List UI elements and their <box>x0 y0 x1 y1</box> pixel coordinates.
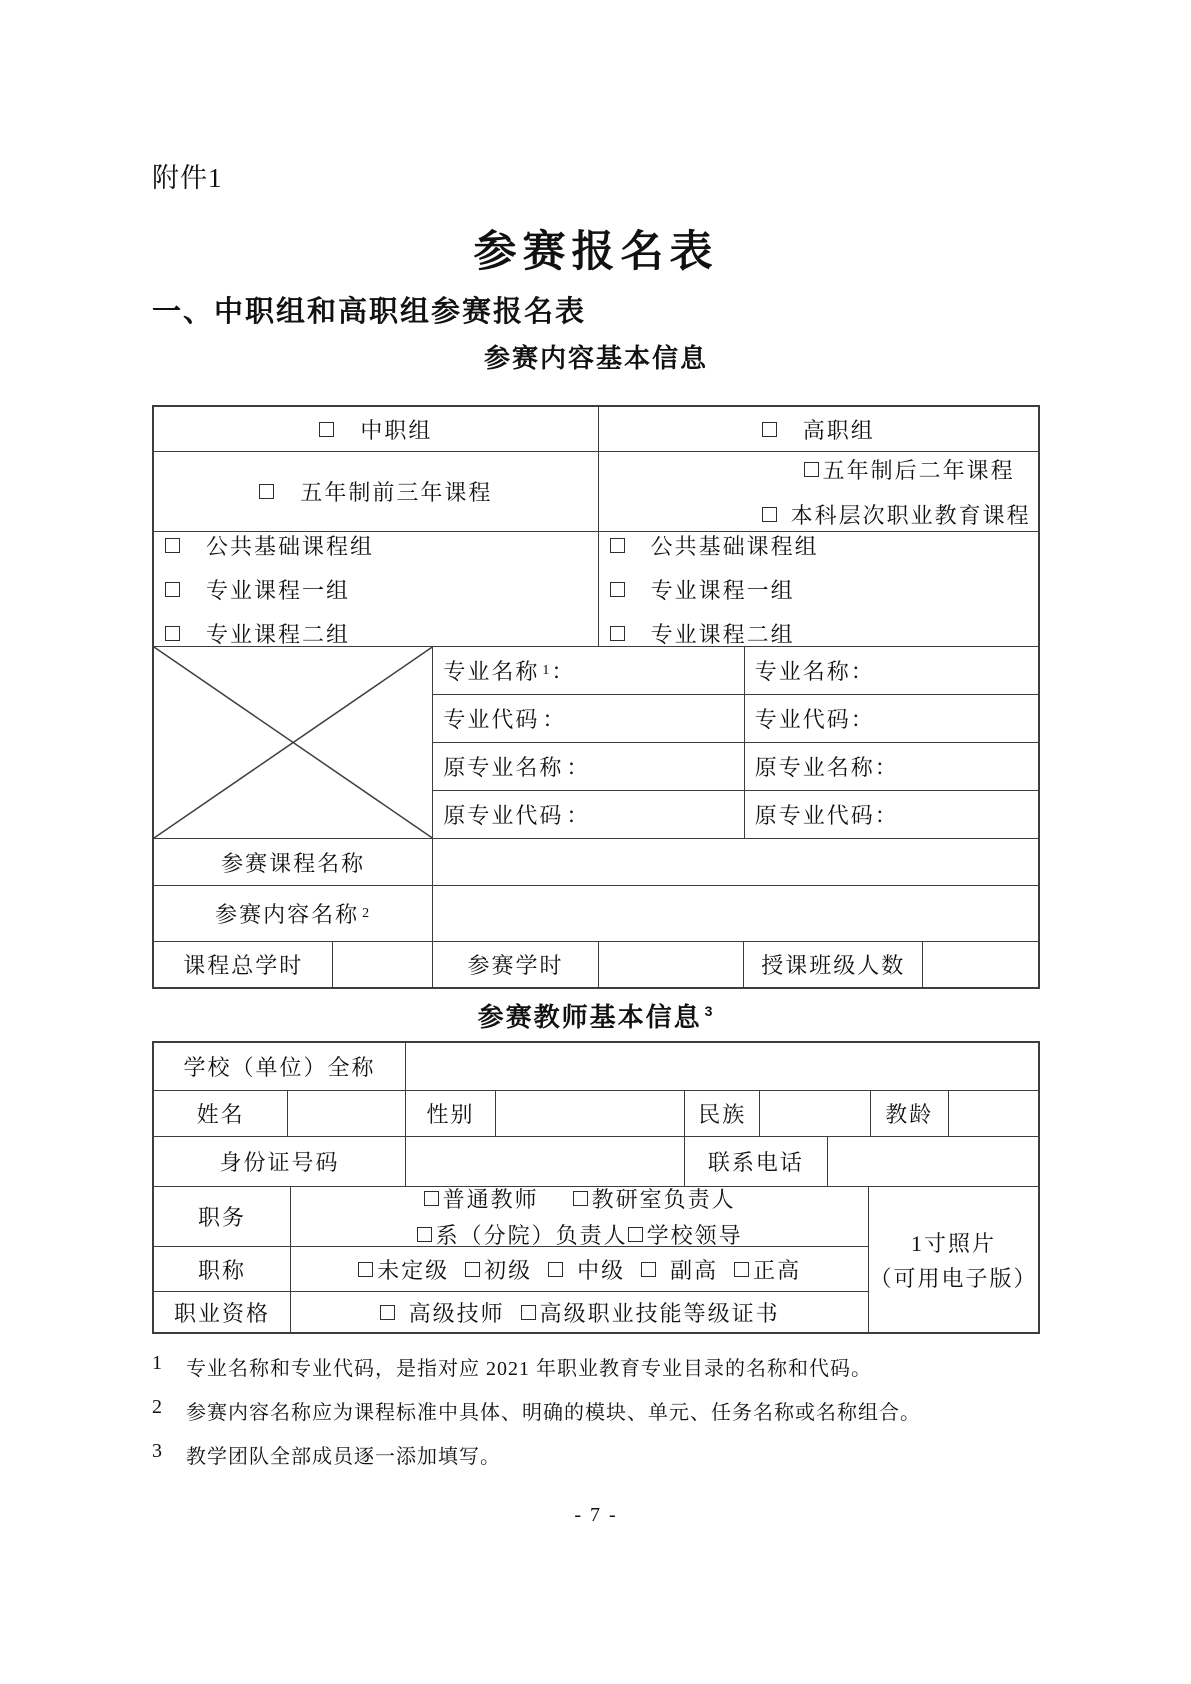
footnote <box>152 1352 1040 1381</box>
ethnicity-label <box>685 1091 760 1136</box>
higher-group-cell <box>599 407 1038 451</box>
phone-input-cell[interactable] <box>828 1137 1038 1186</box>
content-name-row <box>154 886 1038 942</box>
field-label: 参赛课程名称 <box>221 850 366 876</box>
field-colon: ： <box>566 755 591 780</box>
major-code-field[interactable] <box>433 695 744 742</box>
title-option <box>548 1254 625 1285</box>
course-group-option <box>165 574 350 605</box>
title-option <box>734 1254 801 1285</box>
option-label: 专业课程二组 <box>206 621 351 646</box>
original-major-name-field[interactable] <box>745 743 1038 790</box>
crossed-out-cell <box>154 647 433 838</box>
option-label: 专业课程二组 <box>650 621 795 646</box>
position-option <box>573 1187 736 1214</box>
content-name-label <box>154 886 433 941</box>
option-label: 副高 <box>670 1257 719 1283</box>
teaching-years-input-cell[interactable] <box>949 1091 1038 1136</box>
footnote <box>152 1396 1040 1425</box>
competition-hours-input-cell[interactable] <box>599 942 745 987</box>
position-option <box>417 1219 628 1246</box>
checkbox-icon[interactable] <box>762 422 777 437</box>
group-row <box>154 407 1038 452</box>
qualification-options-cell <box>291 1292 868 1332</box>
checkbox-icon[interactable] <box>380 1305 395 1320</box>
footnote-ref: 2 <box>362 905 372 921</box>
course-group-left-cell <box>154 532 599 646</box>
major-code-field[interactable] <box>745 695 1038 742</box>
checkbox-icon[interactable] <box>628 1227 643 1242</box>
field-label: 职务 <box>198 1205 247 1230</box>
major-field-row <box>433 647 1038 695</box>
checkbox-icon[interactable] <box>424 1191 439 1206</box>
field-label: 参赛学时 <box>467 953 564 978</box>
field-label: 专业代码 <box>443 707 540 732</box>
position-options-cell <box>291 1187 868 1246</box>
program-left-cell <box>154 452 599 531</box>
class-size-input-cell[interactable] <box>923 942 1038 987</box>
checkbox-icon[interactable] <box>804 462 819 477</box>
field-label: 职称 <box>198 1257 247 1283</box>
school-label <box>154 1043 406 1090</box>
checkbox-icon[interactable] <box>358 1262 373 1277</box>
major-info-row <box>154 647 1038 839</box>
total-hours-input-cell[interactable] <box>333 942 433 987</box>
major-name-field[interactable] <box>745 647 1038 694</box>
field-label: 课程总学时 <box>183 953 304 978</box>
course-group-row <box>154 532 1038 647</box>
option-label: 公共基础课程组 <box>650 533 819 559</box>
field-label: 原专业代码 <box>443 803 564 828</box>
field-label: 身份证号码 <box>219 1150 340 1175</box>
major-field-row <box>433 791 1038 838</box>
qualification-label <box>154 1292 291 1332</box>
photo-label-line1: 1寸照片 <box>911 1230 997 1256</box>
qualification-row <box>154 1292 868 1332</box>
gender-input-cell[interactable] <box>496 1091 685 1136</box>
checkbox-icon[interactable] <box>573 1191 588 1206</box>
original-major-name-field[interactable] <box>433 743 744 790</box>
checkbox-icon[interactable] <box>548 1262 563 1277</box>
field-label: 原专业名称： <box>754 755 899 780</box>
checkbox-icon[interactable] <box>165 538 180 553</box>
footnote-ref: 3 <box>704 1003 715 1020</box>
original-major-code-field[interactable] <box>433 791 744 838</box>
footnote-number: 2 <box>152 1396 163 1418</box>
position-row <box>154 1187 868 1247</box>
field-label: 专业名称 <box>443 659 540 684</box>
course-name-row <box>154 839 1038 886</box>
position-option <box>424 1187 539 1214</box>
option-label: 高职组 <box>802 417 875 443</box>
option-label: 本科层次职业教育课程 <box>790 502 1031 528</box>
field-label: 姓名 <box>196 1102 245 1127</box>
id-number-label <box>154 1137 406 1186</box>
footnote-number: 3 <box>152 1440 163 1462</box>
field-label: 联系电话 <box>707 1150 804 1175</box>
table2-title-text: 参赛教师基本信息 <box>477 1002 702 1032</box>
option-label: 五年制后二年课程 <box>822 457 1015 483</box>
checkbox-icon[interactable] <box>610 538 625 553</box>
field-colon: ： <box>551 659 576 684</box>
position-title-qualification-block <box>154 1187 1038 1332</box>
attachment-label: 附件1 <box>152 163 223 193</box>
competition-hours-label <box>433 942 598 987</box>
course-name-input-cell[interactable] <box>433 839 1038 885</box>
name-gender-row <box>154 1091 1038 1137</box>
major-field-row <box>433 695 1038 743</box>
position-label <box>154 1187 291 1246</box>
position-options-line <box>424 1187 736 1214</box>
option-label: 专业课程一组 <box>650 577 795 603</box>
title-option <box>465 1254 532 1285</box>
course-group-right-cell <box>599 532 1038 646</box>
position-option <box>628 1219 743 1246</box>
checkbox-icon[interactable] <box>417 1227 432 1242</box>
program-option <box>762 499 1031 530</box>
field-colon: ： <box>566 803 591 828</box>
program-row <box>154 452 1038 532</box>
checkbox-icon[interactable] <box>465 1262 480 1277</box>
school-row <box>154 1043 1038 1091</box>
name-input-cell[interactable] <box>288 1091 406 1136</box>
footnote-number: 1 <box>152 1352 163 1374</box>
table2-title <box>152 997 1040 1034</box>
footnote <box>152 1440 1040 1469</box>
checkbox-icon[interactable] <box>610 582 625 597</box>
photo-cell[interactable] <box>869 1187 1038 1332</box>
ethnicity-input-cell[interactable] <box>760 1091 871 1136</box>
field-label: 民族 <box>698 1102 747 1127</box>
course-group-option <box>610 574 795 605</box>
option-label: 普通教师 <box>442 1187 539 1212</box>
major-name-field[interactable] <box>433 647 744 694</box>
field-label: 原专业名称 <box>443 755 564 780</box>
qualification-option <box>380 1297 505 1328</box>
checkbox-icon[interactable] <box>734 1262 749 1277</box>
school-input-cell[interactable] <box>406 1043 1038 1090</box>
name-label <box>154 1091 288 1136</box>
footnote-text: 专业名称和专业代码，是指对应 2021 年职业教育专业目录的名称和代码。 <box>186 1358 872 1380</box>
footnotes <box>152 1352 1040 1484</box>
hours-row <box>154 942 1038 987</box>
diagonal-cross-icon <box>154 647 432 838</box>
option-label: 教研室负责人 <box>591 1187 736 1212</box>
option-label: 初级 <box>484 1257 533 1283</box>
checkbox-icon[interactable] <box>641 1262 656 1277</box>
checkbox-icon[interactable] <box>762 507 777 522</box>
option-label: 公共基础课程组 <box>206 533 375 559</box>
content-info-table <box>152 405 1040 989</box>
program-right-cell <box>599 452 1038 531</box>
id-number-input-cell[interactable] <box>406 1137 685 1186</box>
checkbox-icon[interactable] <box>165 582 180 597</box>
checkbox-icon[interactable] <box>165 626 180 641</box>
major-fields-grid <box>433 647 1038 838</box>
secondary-group-cell <box>154 407 599 451</box>
option-label: 中职组 <box>360 417 433 443</box>
photo-label-line2: （可用电子版） <box>869 1265 1038 1291</box>
field-label: 性别 <box>426 1102 475 1127</box>
title-row <box>154 1247 868 1292</box>
checkbox-icon[interactable] <box>521 1305 536 1320</box>
phone-label <box>685 1137 827 1186</box>
teaching-years-label <box>871 1091 949 1136</box>
major-field-row <box>433 743 1038 791</box>
course-group-option <box>165 532 374 561</box>
field-label: 参赛内容名称 <box>215 902 360 927</box>
content-name-input-cell[interactable] <box>433 886 1038 941</box>
field-label: 职业资格 <box>174 1300 271 1326</box>
qualification-option <box>521 1297 780 1328</box>
page-title: 参赛报名表 <box>473 229 719 276</box>
course-group-option <box>610 618 795 647</box>
teacher-info-table <box>152 1041 1040 1334</box>
option-label: 高级职业技能等级证书 <box>539 1300 780 1326</box>
field-label: 教龄 <box>885 1102 934 1127</box>
footnote-text: 教学团队全部成员逐一添加填写。 <box>186 1446 501 1468</box>
option-label: 五年制前三年课程 <box>300 480 493 505</box>
field-label: 学校（单位）全称 <box>183 1055 376 1080</box>
total-hours-label <box>154 942 333 987</box>
option-label: 专业课程一组 <box>206 577 351 603</box>
course-group-option <box>610 532 819 561</box>
page-number: - 7 - <box>574 1504 618 1526</box>
checkbox-icon[interactable] <box>610 626 625 641</box>
option-label: 正高 <box>753 1257 802 1283</box>
id-phone-row <box>154 1137 1038 1187</box>
program-option <box>804 454 1015 485</box>
option-label: 中级 <box>577 1257 626 1283</box>
field-colon: ： <box>542 707 567 732</box>
field-label: 专业代码： <box>754 707 875 732</box>
course-name-label <box>154 839 433 885</box>
option-label: 未定级 <box>377 1257 450 1283</box>
title-option <box>358 1254 449 1285</box>
field-label: 专业名称： <box>754 659 875 684</box>
option-label: 高级技师 <box>408 1300 505 1326</box>
position-title-qualification-rows <box>154 1187 869 1332</box>
option-label: 系（分院）负责人 <box>435 1223 628 1246</box>
course-group-option <box>165 618 350 647</box>
title-label <box>154 1247 291 1291</box>
title-options-cell <box>291 1247 868 1291</box>
section-heading: 一、中职组和高职组参赛报名表 <box>152 296 587 328</box>
gender-label <box>406 1091 496 1136</box>
checkbox-icon[interactable] <box>319 422 334 437</box>
position-options-line <box>417 1219 743 1246</box>
checkbox-icon[interactable] <box>259 484 274 499</box>
field-label: 授课班级人数 <box>761 953 906 978</box>
table1-title: 参赛内容基本信息 <box>483 343 708 373</box>
title-option <box>641 1254 718 1285</box>
option-label: 学校领导 <box>646 1223 743 1246</box>
class-size-label <box>744 942 923 987</box>
original-major-code-field[interactable] <box>745 791 1038 838</box>
field-label: 原专业代码： <box>754 803 899 828</box>
footnote-ref: 1 <box>542 662 552 678</box>
footnote-text: 参赛内容名称应为课程标准中具体、明确的模块、单元、任务名称或名称组合。 <box>186 1402 921 1424</box>
